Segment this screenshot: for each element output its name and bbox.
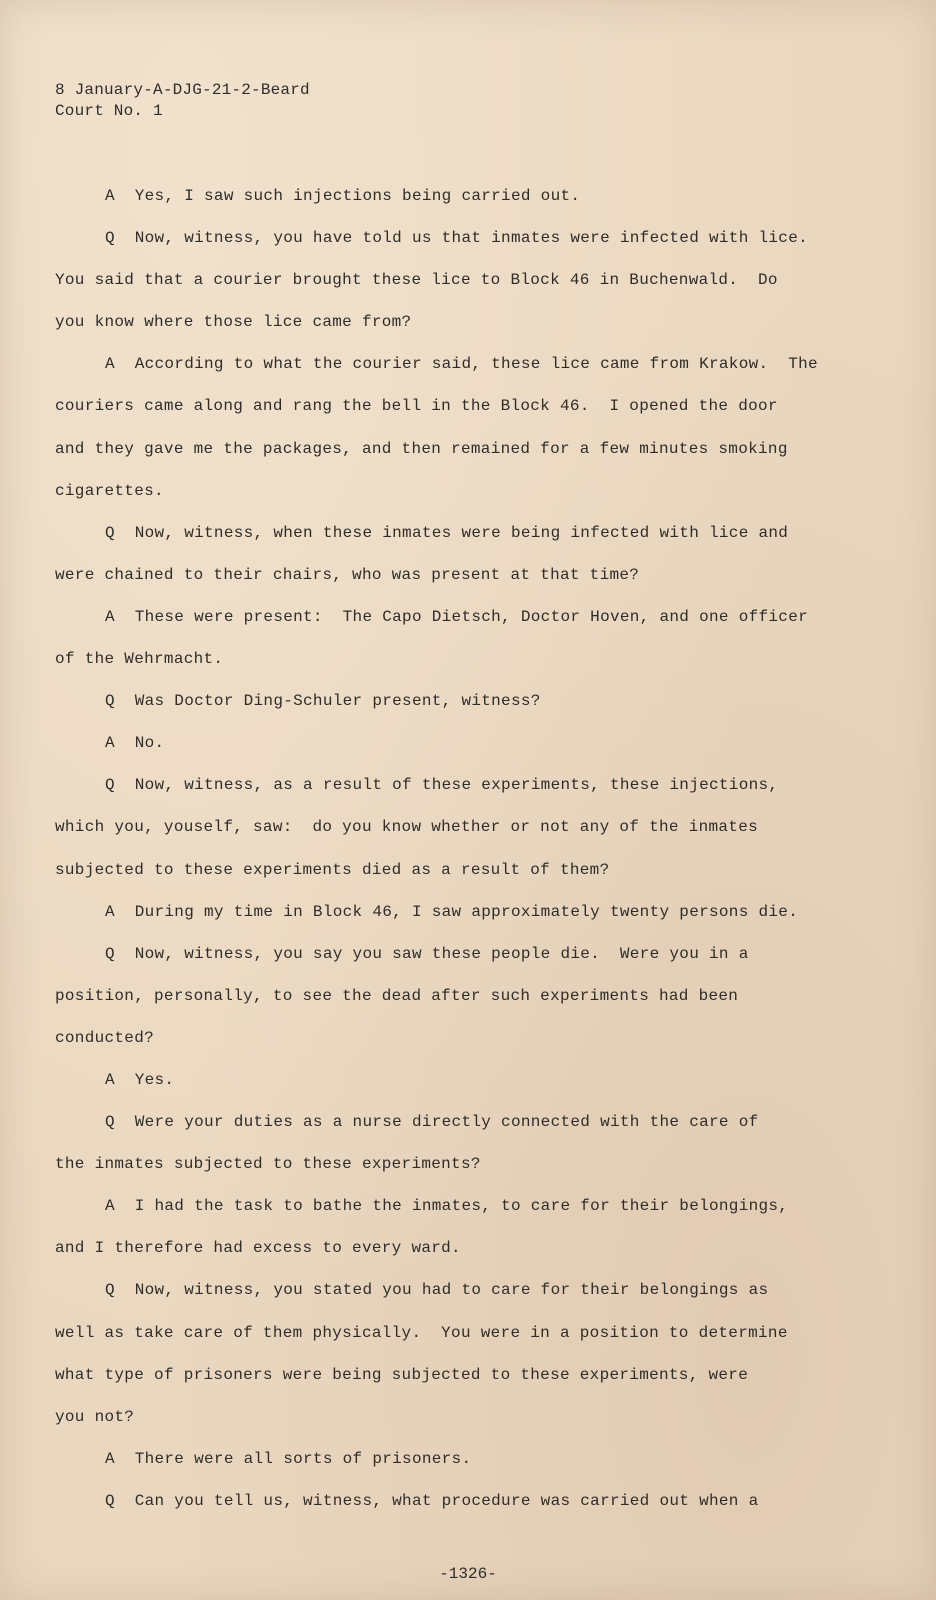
transcript-line: couriers came along and rang the bell in the Block 46. I opened the door: [55, 397, 778, 416]
transcript-line: cigarettes.: [55, 481, 164, 500]
transcript-line: Q Now, witness, you have told us that inmates were infected with lice.: [105, 229, 809, 248]
transcript-line: A There were all sorts of prisoners.: [105, 1449, 472, 1468]
transcript-line: A During my time in Block 46, I saw approximately twenty persons die.: [105, 902, 799, 921]
transcript-paragraph: [55, 175, 885, 217]
transcript-line: You said that a courier brought these lice to Block 46 in Buchenwald. Do: [55, 271, 778, 290]
transcript-line: Q Were your duties as a nurse directly connected with the care of: [105, 1113, 759, 1132]
transcript-line: and they gave me the packages, and then remained for a few minutes smoking: [55, 439, 788, 458]
transcript-line: A These were present: The Capo Dietsch, Doctor Hoven, and one officer: [105, 607, 809, 626]
transcript-paragraph: [55, 512, 885, 596]
transcript-line: conducted?: [55, 1028, 155, 1047]
transcript-line: well as take care of them physically. You were in a position to determine: [55, 1323, 788, 1342]
transcript-line: A According to what the courier said, these lice came from Krakow. The: [105, 355, 818, 374]
transcript-line: Q Now, witness, you stated you had to care for their belongings as: [105, 1281, 769, 1300]
transcript-line: the inmates subjected to these experiments?: [55, 1155, 481, 1174]
transcript-line: and I therefore had excess to every ward.: [55, 1239, 461, 1258]
transcript-paragraph: [55, 217, 885, 343]
page-number: -1326-: [439, 1565, 497, 1583]
transcript-line: A Yes.: [105, 1070, 175, 1089]
transcript-line: A Yes, I saw such injections being carried out.: [105, 187, 581, 205]
transcript-paragraph: [55, 1438, 885, 1480]
transcript-paragraph: [55, 933, 885, 1059]
transcript-paragraph: [55, 596, 885, 680]
transcript-paragraph: [55, 1185, 885, 1269]
transcript-line: A No.: [105, 734, 165, 753]
transcript-paragraph: [55, 343, 885, 511]
transcript-line: position, personally, to see the dead after such experiments had been: [55, 986, 739, 1005]
document-header: [55, 80, 310, 122]
transcript-paragraph: [55, 891, 885, 933]
header-line-1: 8 January-A-DJG-21-2-Beard: [55, 81, 310, 99]
transcript-line: Q Now, witness, when these inmates were being infected with lice and: [105, 523, 789, 542]
transcript-line: which you, youself, saw: do you know whether or not any of the inmates: [55, 818, 759, 837]
transcript-paragraph: [55, 1269, 885, 1437]
transcript-line: of the Wehrmacht.: [55, 650, 224, 669]
transcript-line: were chained to their chairs, who was present at that time?: [55, 565, 640, 584]
transcript-paragraph: [55, 1480, 885, 1522]
transcript-line: Q Can you tell us, witness, what procedure was carried out when a: [105, 1491, 759, 1510]
transcript-paragraph: [55, 722, 885, 764]
transcript-paragraph: [55, 680, 885, 722]
transcript-line: Q Now, witness, you say you saw these people die. Were you in a: [105, 944, 749, 963]
transcript-line: what type of prisoners were being subjected to these experiments, were: [55, 1365, 749, 1384]
transcript-line: you know where those lice came from?: [55, 313, 412, 332]
header-line-2: Court No. 1: [55, 102, 163, 120]
transcript-paragraph: [55, 1059, 885, 1101]
transcript-line: Q Was Doctor Ding-Schuler present, witness?: [105, 692, 541, 711]
transcript-paragraph: [55, 1101, 885, 1185]
transcript-paragraph: [55, 764, 885, 890]
transcript-body: [55, 175, 885, 1522]
transcript-line: you not?: [55, 1407, 135, 1426]
transcript-line: Q Now, witness, as a result of these experiments, these injections,: [105, 776, 779, 795]
transcript-line: subjected to these experiments died as a result of them?: [55, 860, 610, 879]
transcript-line: A I had the task to bathe the inmates, to care for their belongings,: [105, 1197, 789, 1216]
